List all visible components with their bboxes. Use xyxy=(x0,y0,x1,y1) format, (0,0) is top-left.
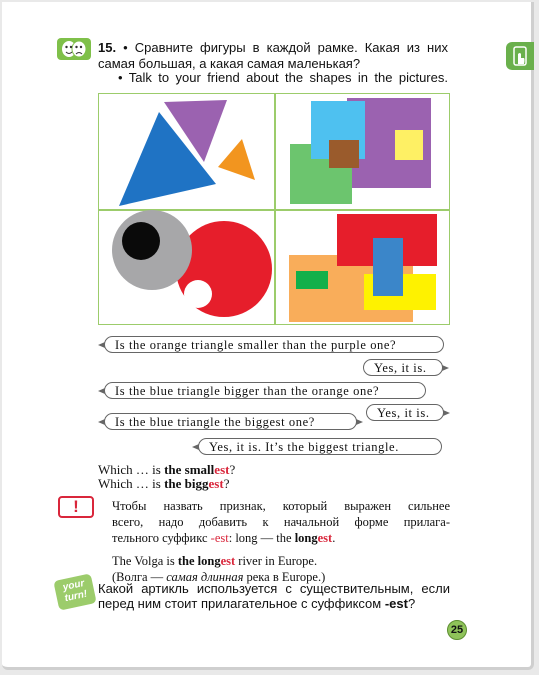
example2-prefix: Which … is xyxy=(98,476,161,491)
task-number: 15. xyxy=(98,40,117,55)
orange-triangle xyxy=(218,139,255,180)
example1-suffix: est xyxy=(214,462,230,477)
your-turn-label: your turn! xyxy=(61,578,89,605)
rule-line3-mid: : long — the xyxy=(228,531,295,545)
task-heading-line1 xyxy=(98,40,448,56)
your-turn-line2-pre: перед ним стоит прилагательное с суффиксом xyxy=(98,596,385,611)
example-biggest xyxy=(98,476,229,492)
theater-masks-icon xyxy=(57,38,91,60)
rule-translation-italic: самая длинная xyxy=(166,570,244,584)
dialog-bubble-1: Is the orange triangle smaller than the purple one? xyxy=(104,336,444,353)
yellow-square xyxy=(395,130,423,160)
dialog-bubble-5: Yes, it is. xyxy=(366,404,444,421)
task-bullet: • xyxy=(123,40,128,55)
exclamation-mark: ! xyxy=(73,497,79,516)
rule-example xyxy=(112,553,450,569)
task-ru-line1: Сравните фигуры в каждой рамке. Какая из них xyxy=(134,40,448,55)
shapes-drawing xyxy=(99,94,448,323)
steel-blue-rectangle xyxy=(373,238,403,296)
your-turn-line1: Какой артикль используется с существительным, если xyxy=(98,581,450,596)
rule-line2: всего, надо добавить к начальной форме прилага- xyxy=(112,515,450,529)
rule-box xyxy=(112,498,450,585)
brown-square xyxy=(329,140,359,168)
rule-line3-dot: . xyxy=(332,531,336,545)
rule-line3-ending: est xyxy=(317,531,333,545)
page-number: 25 xyxy=(447,620,467,640)
rule-example-suffix: est xyxy=(220,554,236,568)
rule-line3-pre: тельного суффикс xyxy=(112,531,211,545)
your-turn-badge xyxy=(53,573,96,610)
example1-prefix: Which … is xyxy=(98,462,161,477)
rule-line1: Чтобы назвать признак, который выражен сильнее xyxy=(112,499,450,513)
your-turn-suffix: -est xyxy=(384,596,408,611)
rule-line3-stem: long xyxy=(294,531,318,545)
example2-suffix: est xyxy=(208,476,224,491)
dialog-bubble-2: Yes, it is. xyxy=(363,359,443,376)
rule-example-article: the xyxy=(177,554,195,568)
example2-article: the xyxy=(164,476,182,491)
your-turn-line2 xyxy=(98,596,415,612)
task-en-line xyxy=(118,70,448,86)
rule-example-stem: long xyxy=(197,554,221,568)
example1-stem: small xyxy=(184,462,215,477)
task-en-bullet: • xyxy=(118,70,123,85)
dialog-bubble-6: Yes, it is. It’s the biggest triangle. xyxy=(198,438,442,455)
rule-line3 xyxy=(112,530,450,546)
exclamation-icon xyxy=(58,496,94,518)
rule-line3-suffix: -est xyxy=(210,531,229,545)
white-circle xyxy=(184,280,212,308)
dialog-bubble-4: Is the blue triangle the biggest one? xyxy=(104,413,357,430)
example2-stem: bigg xyxy=(184,476,209,491)
example1-article: the xyxy=(164,462,182,477)
finger-touch-icon xyxy=(506,42,534,70)
example1-question-mark: ? xyxy=(229,462,236,477)
dialog-bubble-3: Is the blue triangle bigger than the orange one? xyxy=(104,382,426,399)
rule-translation-post: река в Europe.) xyxy=(243,570,326,584)
black-circle xyxy=(122,222,160,260)
shapes-picture-grid xyxy=(98,93,450,325)
rule-example-pre: The Volga is xyxy=(112,554,178,568)
your-turn-question-mark: ? xyxy=(407,596,416,611)
rule-example-post: river in Europe. xyxy=(235,554,318,568)
task-ru-line2: самая большая, а какая самая маленькая? xyxy=(98,56,361,71)
textbook-page xyxy=(2,2,534,670)
lime-rectangle xyxy=(296,271,328,289)
task-en-text: Talk to your friend about the shapes in the pictures. xyxy=(128,70,448,85)
rule-translation-pre: (Волга — xyxy=(112,570,167,584)
example2-question-mark: ? xyxy=(223,476,230,491)
